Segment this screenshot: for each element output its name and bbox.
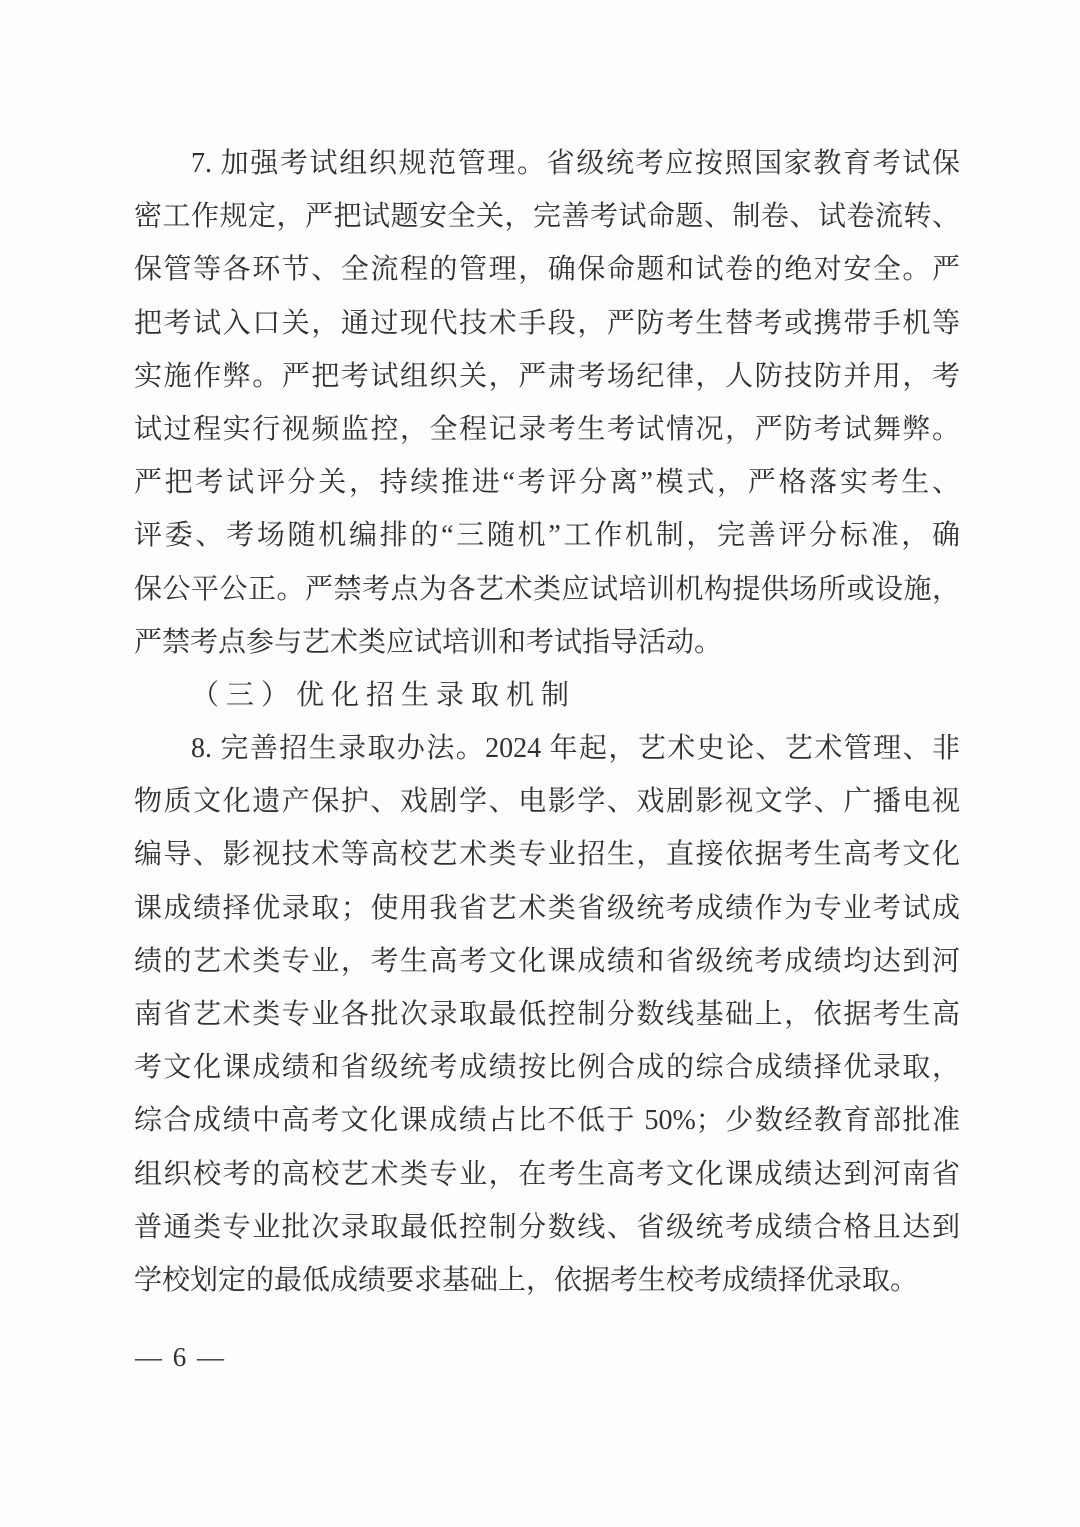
text-line: 7. 加强考试组织规范管理。省级统考应按照国家教育考试保 [191, 148, 960, 179]
text-line: 南省艺术类专业各批次录取最低控制分数线基础上，依据考生高 [134, 999, 960, 1030]
text-line: 绩的艺术类专业，考生高考文化课成绩和省级统考成绩均达到河 [134, 945, 960, 977]
text-line: 学校划定的最低成绩要求基础上，依据考生校考成绩择优录取。 [134, 1264, 919, 1296]
text-line: 编导、影视技术等高校艺术类专业招生，直接依据考生高考文化 [134, 839, 960, 871]
text-line: 保公平公正。严禁考点为各艺术类应试培训机构提供场所或设施， [134, 573, 960, 605]
text-line: 普通类专业批次录取最低控制分数线、省级统考成绩合格且达到 [134, 1211, 960, 1243]
document-body [134, 137, 960, 1307]
section-heading: （三）优化招生录取机制 [191, 679, 577, 711]
text-line: 8. 完善招生录取办法。2024 年起，艺术史论、艺术管理、非 [191, 733, 960, 765]
text-line: 实施作弊。严把考试组织关，严肃考场纪律，人防技防并用，考 [134, 360, 960, 392]
text-line: 严禁考点参与艺术类应试培训和考试指导活动。 [134, 626, 723, 658]
text-line: 保管等各环节、全流程的管理，确保命题和试卷的绝对安全。严 [134, 254, 960, 286]
text-line: 把考试入口关，通过现代技术手段，严防考生替考或携带手机等 [134, 307, 960, 339]
page-number: — 6 — [135, 1342, 226, 1372]
text-line: 密工作规定，严把试题安全关，完善考试命题、制卷、试卷流转、 [134, 201, 960, 233]
text-line: 严把考试评分关，持续推进“考评分离”模式，严格落实考生、 [134, 467, 960, 499]
text-line: 课成绩择优录取；使用我省艺术类省级统考成绩作为专业考试成 [134, 892, 960, 924]
text-line: 考文化课成绩和省级统考成绩按比例合成的综合成绩择优录取， [134, 1052, 960, 1084]
text-line: 综合成绩中高考文化课成绩占比不低于 50%；少数经教育部批准 [134, 1105, 960, 1137]
text-line: 物质文化遗产保护、戏剧学、电影学、戏剧影视文学、广播电视 [134, 786, 960, 818]
text-line: 组织校考的高校艺术类专业，在考生高考文化课成绩达到河南省 [134, 1158, 960, 1190]
text-line: 评委、考场随机编排的“三随机”工作机制，完善评分标准，确 [134, 520, 960, 552]
text-line: 试过程实行视频监控，全程记录考生考试情况，严防考试舞弊。 [134, 413, 960, 445]
